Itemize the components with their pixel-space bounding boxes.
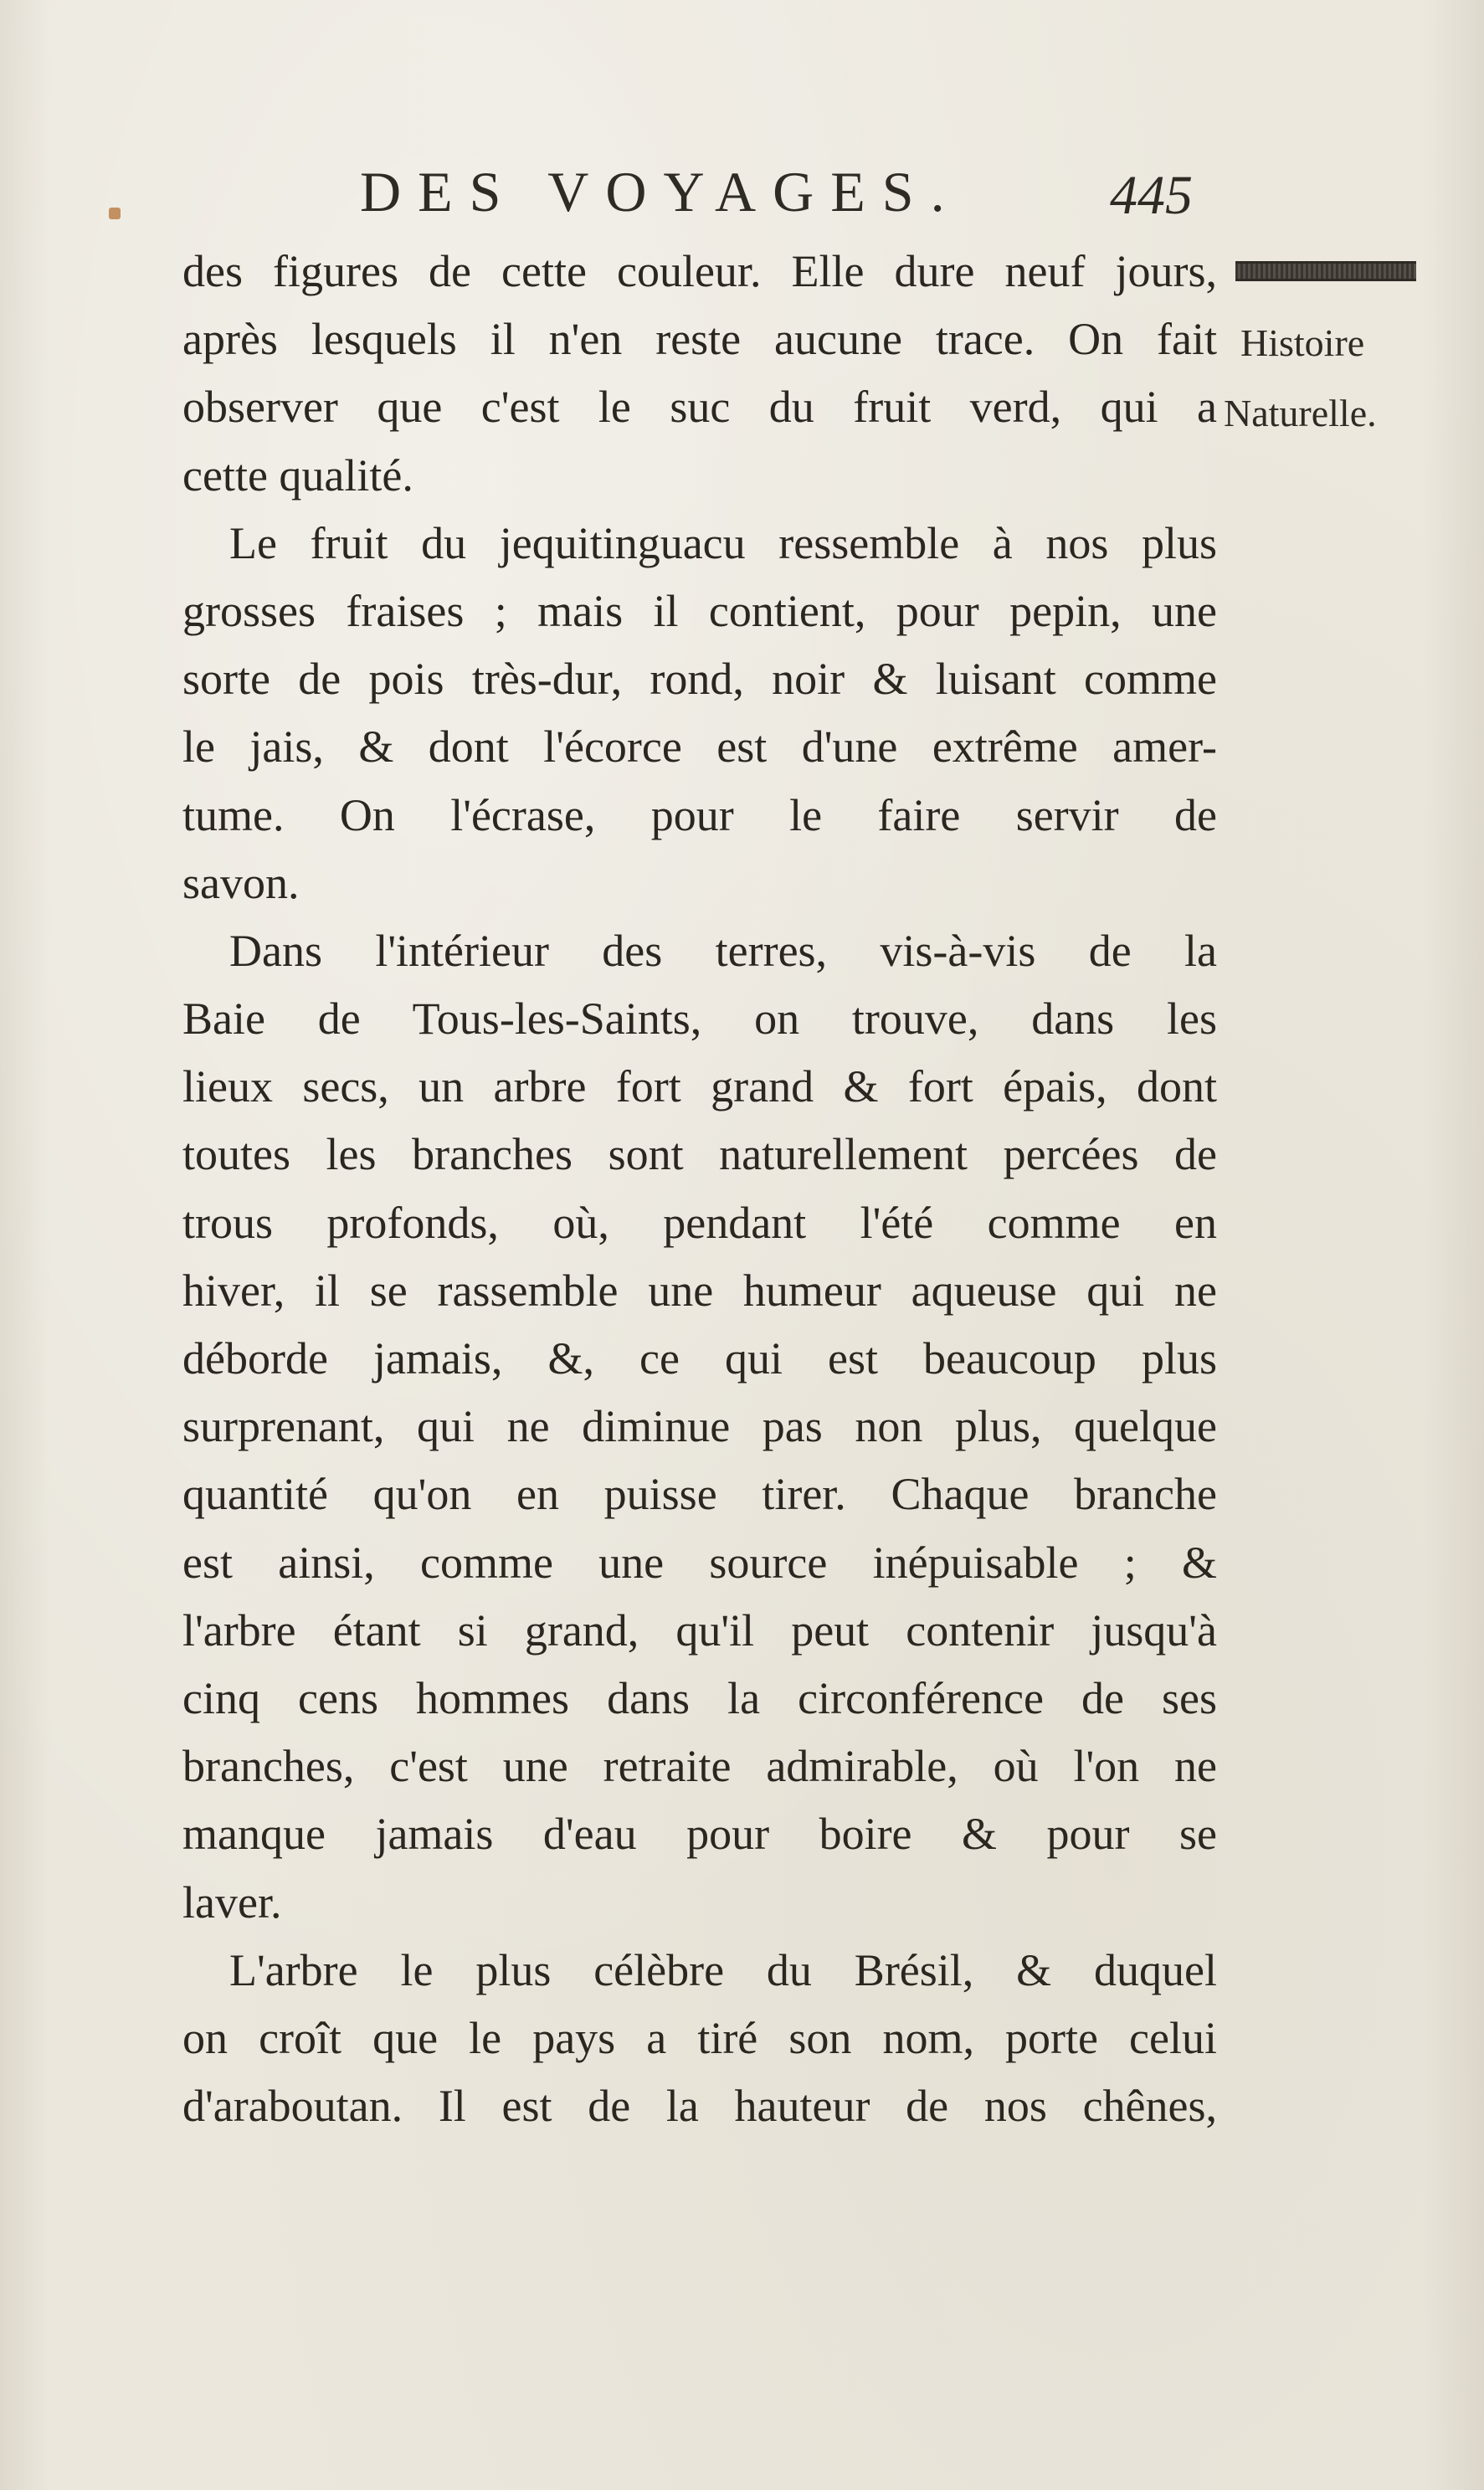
text-line: déborde jamais, &, ce qui est beaucoup plus [182, 1333, 1217, 1384]
text-line: le jais, & dont l'écorce est d'une extrême amer- [182, 721, 1217, 773]
text-line: Dans l'intérieur des terres, vis-à-vis de la [229, 925, 1217, 976]
text-line: observer que c'est le suc du fruit verd, qui a [182, 382, 1217, 433]
text-line: après lesquels il n'en reste aucune trace. On fait [182, 314, 1217, 365]
text-line: toutes les branches sont naturellement percées de [182, 1129, 1217, 1180]
running-header: DES VOYAGES. [360, 160, 962, 223]
margin-ornament-rule [1235, 261, 1416, 281]
text-line: l'arbre étant si grand, qu'il peut contenir jusqu'à [182, 1604, 1217, 1656]
text-line: lieux secs, un arbre fort grand & fort épais, dont [182, 1061, 1217, 1112]
text-line: d'araboutan. Il est de la hauteur de nos chênes, [182, 2081, 1217, 2132]
text-line: Le fruit du jequitinguacu ressemble à nos plus [229, 517, 1217, 568]
text-line: grosses fraises ; mais il contient, pour pepin, une [182, 585, 1217, 636]
text-line: Baie de Tous-les-Saints, on trouve, dans les [182, 993, 1217, 1045]
text-line: laver. [182, 1876, 282, 1928]
text-line: cinq cens hommes dans la circonférence de ses [182, 1672, 1217, 1723]
text-line: L'arbre le plus célèbre du Brésil, & duquel [229, 1944, 1217, 1995]
margin-note-line: Naturelle. [1224, 392, 1377, 434]
text-line: tume. On l'écrase, pour le faire servir de [182, 789, 1217, 840]
text-line: quantité qu'on en puisse tirer. Chaque branche [182, 1469, 1217, 1520]
margin-note [1224, 308, 1425, 449]
text-line: on croît que le pays a tiré son nom, porte celui [182, 2012, 1217, 2063]
text-line: des figures de cette couleur. Elle dure neuf jours, [182, 246, 1217, 296]
page-number: 445 [1110, 165, 1193, 226]
text-line: sorte de pois très-dur, rond, noir & luisant comme [182, 654, 1217, 705]
text-line: est ainsi, comme une source inépuisable ; & [182, 1537, 1217, 1588]
text-line: surprenant, qui ne diminue pas non plus, quelque [182, 1401, 1217, 1452]
text-line: manque jamais d'eau pour boire & pour se [182, 1809, 1217, 1860]
text-line: savon. [182, 857, 300, 908]
text-line: cette qualité. [182, 449, 413, 501]
ink-spot [109, 208, 121, 219]
body-text [182, 238, 1217, 2140]
text-line: trous profonds, où, pendant l'été comme en [182, 1197, 1217, 1248]
text-line: hiver, il se rassemble une humeur aqueuse qui ne [182, 1265, 1217, 1316]
text-line: branches, c'est une retraite admirable, où l'on ne [182, 1741, 1217, 1792]
margin-note-line: Histoire [1240, 321, 1365, 364]
